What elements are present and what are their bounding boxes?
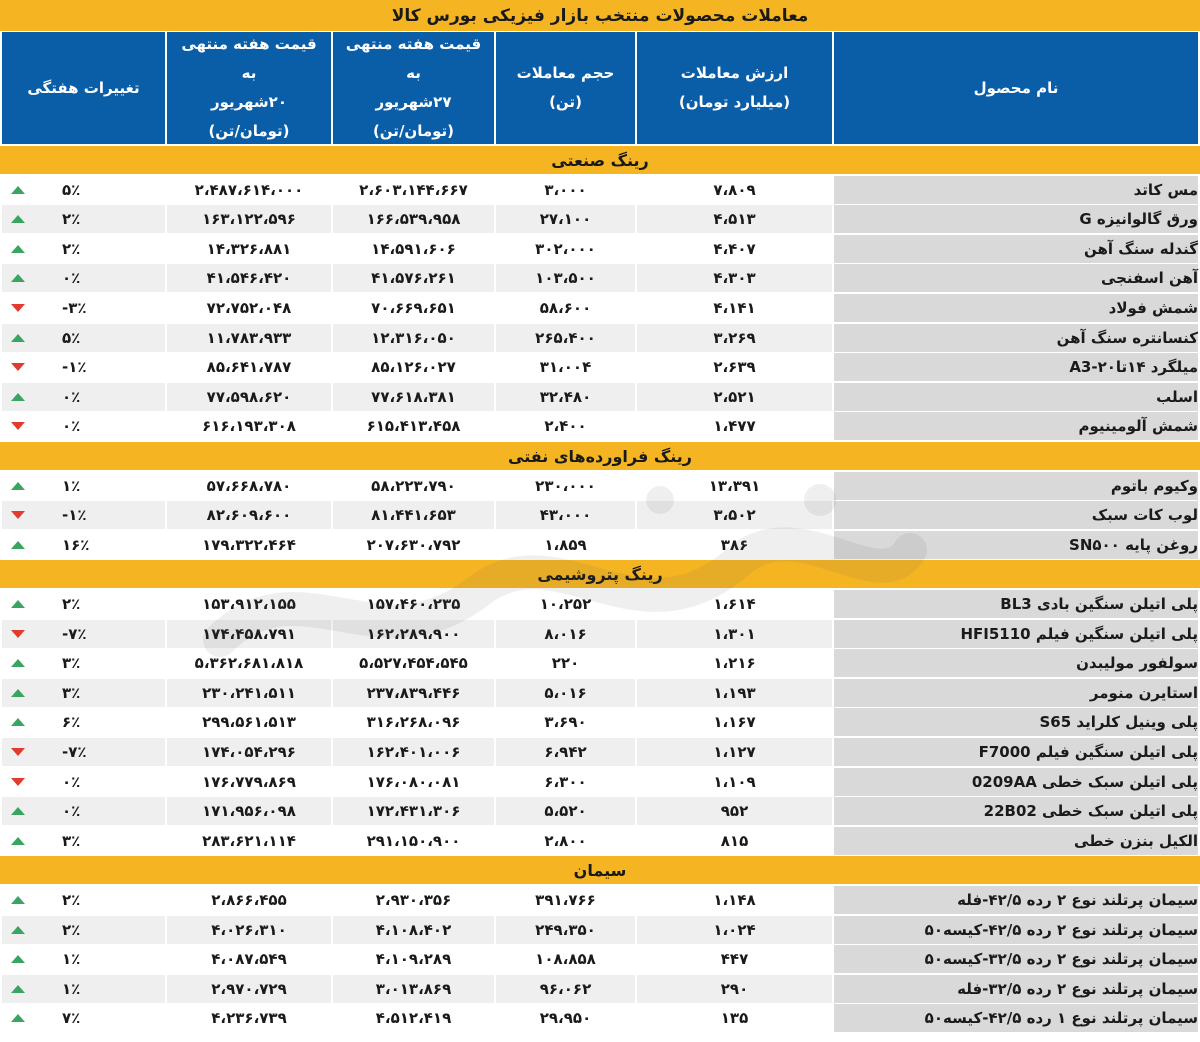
- change-value: -۷٪: [62, 743, 87, 761]
- triangle-up-icon: [11, 334, 25, 342]
- cell-volume: ۵،۵۲۰: [496, 797, 635, 825]
- cell-volume: ۳۱،۰۰۴: [496, 353, 635, 381]
- cell-value: ۱،۶۱۴: [637, 590, 832, 618]
- cell-price-20: ۴،۰۲۶،۳۱۰: [167, 916, 331, 944]
- cell-price-20: ۵،۳۶۲،۶۸۱،۸۱۸: [167, 649, 331, 677]
- change-value: ۷٪: [62, 1009, 81, 1028]
- cell-change: [2, 324, 165, 352]
- table-row: [0, 738, 1200, 766]
- cell-product-name: اسلب: [834, 383, 1198, 411]
- cell-volume: ۶،۹۴۲: [496, 738, 635, 766]
- change-value: ۵٪: [62, 180, 81, 199]
- change-value: ۱٪: [62, 950, 81, 969]
- cell-value: ۱،۲۱۶: [637, 649, 832, 677]
- triangle-up-icon: [11, 689, 25, 697]
- cell-price-20: ۵۷،۶۶۸،۷۸۰: [167, 472, 331, 500]
- change-value: ۳٪: [62, 831, 81, 850]
- cell-product-name: پلی اتیلن سنگین فیلم HFI5110: [834, 620, 1198, 648]
- table-row: [0, 472, 1200, 500]
- cell-product-name: آهن اسفنجی: [834, 264, 1198, 292]
- cell-change: [2, 205, 165, 233]
- cell-price-27: ۴،۱۰۹،۲۸۹: [333, 945, 494, 973]
- cell-price-27: ۵۸،۲۲۳،۷۹۰: [333, 472, 494, 500]
- cell-price-20: ۲،۴۸۷،۶۱۴،۰۰۰: [167, 176, 331, 204]
- change-value: ۲٪: [62, 210, 81, 229]
- change-value: ۵٪: [62, 328, 81, 347]
- triangle-up-icon: [11, 926, 25, 934]
- cell-value: ۲،۶۳۹: [637, 353, 832, 381]
- triangle-up-icon: [11, 245, 25, 253]
- table-row: [0, 383, 1200, 411]
- change-value: ۲٪: [62, 891, 81, 909]
- cell-product-name: میلگرد ۱۴تا۲۰-A3: [834, 353, 1198, 381]
- table-row: [0, 916, 1200, 944]
- cell-price-27: ۳۱۶،۲۶۸،۰۹۶: [333, 708, 494, 736]
- cell-change: [2, 768, 165, 796]
- cell-value: ۱،۱۲۷: [637, 738, 832, 766]
- cell-volume: ۲۲۰: [496, 649, 635, 677]
- cell-change: [2, 738, 165, 766]
- table-row: [0, 679, 1200, 707]
- table-row: [0, 294, 1200, 322]
- cell-price-27: ۲،۹۳۰،۳۵۶: [333, 886, 494, 914]
- cell-price-20: ۱۷۱،۹۵۶،۰۹۸: [167, 797, 331, 825]
- cell-volume: ۶،۳۰۰: [496, 768, 635, 796]
- header-volume: حجم معاملات (تن): [496, 32, 635, 144]
- cell-product-name: گندله سنگ آهن: [834, 235, 1198, 263]
- triangle-up-icon: [11, 718, 25, 726]
- cell-price-27: ۲۹۱،۱۵۰،۹۰۰: [333, 827, 494, 855]
- cell-volume: ۲۷،۱۰۰: [496, 205, 635, 233]
- cell-product-name: پلی اتیلن سنگین بادی BL3: [834, 590, 1198, 618]
- header-change: تغییرات هفتگی: [2, 32, 165, 144]
- cell-volume: ۳۹۱،۷۶۶: [496, 886, 635, 914]
- triangle-up-icon: [11, 837, 25, 845]
- cell-value: ۲۹۰: [637, 975, 832, 1003]
- cell-price-20: ۸۵،۶۴۱،۷۸۷: [167, 353, 331, 381]
- cell-value: ۳،۲۶۹: [637, 324, 832, 352]
- cell-product-name: سیمان پرتلند نوع ۲ رده ۴۲/۵-کیسه۵۰: [834, 916, 1198, 944]
- cell-change: [2, 383, 165, 411]
- change-value: ۲٪: [62, 920, 81, 939]
- triangle-down-icon: [11, 748, 25, 756]
- header-price-20: قیمت هفته منتهی به ۲۰شهریور (تومان/تن): [167, 32, 331, 144]
- cell-price-27: ۸۵،۱۲۶،۰۲۷: [333, 353, 494, 381]
- change-value: ۰٪: [62, 772, 81, 791]
- table-row: [0, 590, 1200, 618]
- cell-product-name: کنسانتره سنگ آهن: [834, 324, 1198, 352]
- cell-volume: ۳۰۲،۰۰۰: [496, 235, 635, 263]
- cell-volume: ۲،۴۰۰: [496, 412, 635, 440]
- table-row: [0, 708, 1200, 736]
- change-value: -۱٪: [62, 358, 87, 377]
- cell-price-20: ۱۷۶،۷۷۹،۸۶۹: [167, 768, 331, 796]
- cell-value: ۹۵۲: [637, 797, 832, 825]
- cell-price-27: ۱۲،۳۱۶،۰۵۰: [333, 324, 494, 352]
- triangle-down-icon: [11, 778, 25, 786]
- cell-volume: ۵،۰۱۶: [496, 679, 635, 707]
- cell-product-name: شمش فولاد: [834, 294, 1198, 322]
- cell-price-20: ۲۳۰،۲۴۱،۵۱۱: [167, 679, 331, 707]
- cell-value: ۱،۳۰۱: [637, 620, 832, 648]
- table-row: [0, 620, 1200, 648]
- cell-value: ۱،۱۹۳: [637, 679, 832, 707]
- table-row: [0, 886, 1200, 914]
- triangle-up-icon: [11, 482, 25, 490]
- cell-volume: ۹۶،۰۶۲: [496, 975, 635, 1003]
- cell-volume: ۴۳،۰۰۰: [496, 501, 635, 529]
- cell-price-27: ۲،۶۰۳،۱۴۴،۶۶۷: [333, 176, 494, 204]
- cell-change: [2, 531, 165, 559]
- change-value: -۳٪: [62, 299, 87, 317]
- cell-product-name: الکیل بنزن خطی: [834, 827, 1198, 855]
- cell-product-name: شمش آلومینیوم: [834, 412, 1198, 440]
- cell-price-27: ۸۱،۴۴۱،۶۵۳: [333, 501, 494, 529]
- cell-volume: ۳،۶۹۰: [496, 708, 635, 736]
- table-row: [0, 501, 1200, 529]
- cell-price-27: ۲۳۷،۸۳۹،۴۴۶: [333, 679, 494, 707]
- triangle-down-icon: [11, 304, 25, 312]
- cell-price-27: ۵،۵۲۷،۴۵۴،۵۴۵: [333, 649, 494, 677]
- change-value: ۳٪: [62, 654, 81, 673]
- triangle-up-icon: [11, 186, 25, 194]
- change-value: ۱٪: [62, 979, 81, 998]
- table-row: [0, 768, 1200, 796]
- cell-change: [2, 708, 165, 736]
- cell-change: [2, 176, 165, 204]
- cell-change: [2, 1004, 165, 1032]
- change-value: ۲٪: [62, 239, 81, 258]
- cell-change: [2, 679, 165, 707]
- cell-price-27: ۴۱،۵۷۶،۲۶۱: [333, 264, 494, 292]
- cell-price-27: ۱۵۷،۴۶۰،۲۳۵: [333, 590, 494, 618]
- cell-price-20: ۲۹۹،۵۶۱،۵۱۳: [167, 708, 331, 736]
- cell-volume: ۱۰۸،۸۵۸: [496, 945, 635, 973]
- change-value: -۱٪: [62, 506, 87, 525]
- triangle-up-icon: [11, 985, 25, 993]
- section-title: رینگ صنعتی: [0, 146, 1200, 174]
- table-row: [0, 975, 1200, 1003]
- triangle-up-icon: [11, 541, 25, 549]
- table-row: [0, 531, 1200, 559]
- cell-price-20: ۱۵۳،۹۱۲،۱۵۵: [167, 590, 331, 618]
- cell-price-20: ۲۸۳،۶۲۱،۱۱۴: [167, 827, 331, 855]
- cell-volume: ۳،۰۰۰: [496, 176, 635, 204]
- cell-price-20: ۷۲،۷۵۲،۰۴۸: [167, 294, 331, 322]
- cell-value: ۱۳۵: [637, 1004, 832, 1032]
- change-value: ۶٪: [62, 713, 81, 732]
- table-title: معاملات محصولات منتخب بازار فیزیکی بورس کالا: [0, 0, 1200, 31]
- header-value: ارزش معاملات (میلیارد تومان): [637, 32, 832, 144]
- table-row: [0, 264, 1200, 292]
- triangle-up-icon: [11, 274, 25, 282]
- cell-value: ۳۸۶: [637, 531, 832, 559]
- triangle-down-icon: [11, 422, 25, 430]
- section-title: رینگ فراورده‌های نفتی: [0, 442, 1200, 470]
- cell-change: [2, 264, 165, 292]
- cell-value: ۴،۳۰۳: [637, 264, 832, 292]
- cell-product-name: سولفور مولیبدن: [834, 649, 1198, 677]
- cell-value: ۴،۱۴۱: [637, 294, 832, 322]
- cell-product-name: پلی اتیلن سبک خطی 0209AA: [834, 768, 1198, 796]
- cell-value: ۱۳،۳۹۱: [637, 472, 832, 500]
- cell-price-20: ۴،۰۸۷،۵۴۹: [167, 945, 331, 973]
- cell-price-20: ۱۷۴،۰۵۴،۲۹۶: [167, 738, 331, 766]
- cell-price-27: ۳،۰۱۳،۸۶۹: [333, 975, 494, 1003]
- cell-product-name: ورق گالوانیزه G: [834, 205, 1198, 233]
- cell-change: [2, 797, 165, 825]
- cell-price-20: ۱۷۴،۴۵۸،۷۹۱: [167, 620, 331, 648]
- cell-value: ۱،۱۴۸: [637, 886, 832, 914]
- cell-change: [2, 353, 165, 381]
- cell-price-20: ۷۷،۵۹۸،۶۲۰: [167, 383, 331, 411]
- triangle-up-icon: [11, 600, 25, 608]
- change-value: ۳٪: [62, 683, 81, 702]
- cell-product-name: سیمان پرتلند نوع ۲ رده ۴۲/۵-فله: [834, 886, 1198, 914]
- triangle-up-icon: [11, 1014, 25, 1022]
- table-row: [0, 176, 1200, 204]
- cell-value: ۲،۵۲۱: [637, 383, 832, 411]
- table-row: [0, 1004, 1200, 1032]
- cell-volume: ۲۶۵،۴۰۰: [496, 324, 635, 352]
- change-value: ۱٪: [62, 476, 81, 495]
- table-row: [0, 649, 1200, 677]
- cell-volume: ۱۰،۲۵۲: [496, 590, 635, 618]
- cell-price-27: ۲۰۷،۶۳۰،۷۹۲: [333, 531, 494, 559]
- cell-price-20: ۲،۹۷۰،۷۲۹: [167, 975, 331, 1003]
- table-row: [0, 353, 1200, 381]
- cell-price-20: ۱۶۳،۱۲۲،۵۹۶: [167, 205, 331, 233]
- cell-value: ۳،۵۰۲: [637, 501, 832, 529]
- cell-price-20: ۴،۲۳۶،۷۳۹: [167, 1004, 331, 1032]
- table-row: [0, 324, 1200, 352]
- triangle-down-icon: [11, 363, 25, 371]
- cell-change: [2, 590, 165, 618]
- change-value: ۱۶٪: [62, 535, 90, 554]
- change-value: ۰٪: [62, 417, 81, 436]
- table-row: [0, 945, 1200, 973]
- cell-change: [2, 945, 165, 973]
- cell-product-name: پلی اتیلن سنگین فیلم F7000: [834, 738, 1198, 766]
- cell-price-20: ۱۴،۳۲۶،۸۸۱: [167, 235, 331, 263]
- cell-volume: ۱،۸۵۹: [496, 531, 635, 559]
- cell-value: ۸۱۵: [637, 827, 832, 855]
- cell-price-27: ۱۴،۵۹۱،۶۰۶: [333, 235, 494, 263]
- triangle-up-icon: [11, 393, 25, 401]
- cell-value: ۴۴۷: [637, 945, 832, 973]
- cell-product-name: سیمان پرتلند نوع ۱ رده ۴۲/۵-کیسه۵۰: [834, 1004, 1198, 1032]
- cell-price-27: ۷۷،۶۱۸،۳۸۱: [333, 383, 494, 411]
- cell-change: [2, 501, 165, 529]
- cell-value: ۴،۴۰۷: [637, 235, 832, 263]
- cell-price-27: ۱۶۲،۲۸۹،۹۰۰: [333, 620, 494, 648]
- change-value: ۲٪: [62, 595, 81, 613]
- table-row: [0, 797, 1200, 825]
- cell-price-27: ۱۶۶،۵۳۹،۹۵۸: [333, 205, 494, 233]
- cell-product-name: سیمان پرتلند نوع ۲ رده ۳۲/۵-کیسه۵۰: [834, 945, 1198, 973]
- cell-value: ۱،۱۰۹: [637, 768, 832, 796]
- cell-price-20: ۲،۸۶۶،۴۵۵: [167, 886, 331, 914]
- table-header: [0, 32, 1200, 144]
- cell-volume: ۸،۰۱۶: [496, 620, 635, 648]
- cell-change: [2, 412, 165, 440]
- triangle-down-icon: [11, 630, 25, 638]
- section-title: سیمان: [0, 856, 1200, 884]
- cell-product-name: مس کاتد: [834, 176, 1198, 204]
- cell-volume: ۲،۸۰۰: [496, 827, 635, 855]
- cell-change: [2, 886, 165, 914]
- table-row: [0, 235, 1200, 263]
- cell-price-27: ۱۷۶،۰۸۰،۰۸۱: [333, 768, 494, 796]
- table-row: [0, 412, 1200, 440]
- change-value: -۷٪: [62, 624, 87, 643]
- cell-change: [2, 975, 165, 1003]
- triangle-up-icon: [11, 659, 25, 667]
- cell-product-name: وکیوم باتوم: [834, 472, 1198, 500]
- cell-value: ۴،۵۱۳: [637, 205, 832, 233]
- header-name: نام محصول: [834, 32, 1198, 144]
- cell-volume: ۳۲،۴۸۰: [496, 383, 635, 411]
- cell-product-name: استایرن منومر: [834, 679, 1198, 707]
- cell-value: ۱،۰۲۴: [637, 916, 832, 944]
- cell-change: [2, 649, 165, 677]
- cell-price-27: ۱۶۲،۴۰۱،۰۰۶: [333, 738, 494, 766]
- table-row: [0, 827, 1200, 855]
- cell-volume: ۲۹،۹۵۰: [496, 1004, 635, 1032]
- cell-price-20: ۶۱۶،۱۹۳،۳۰۸: [167, 412, 331, 440]
- cell-change: [2, 235, 165, 263]
- cell-product-name: پلی اتیلن سبک خطی 22B02: [834, 797, 1198, 825]
- change-value: ۰٪: [62, 269, 81, 288]
- cell-volume: ۲۴۹،۳۵۰: [496, 916, 635, 944]
- triangle-up-icon: [11, 955, 25, 963]
- cell-price-27: ۴،۱۰۸،۴۰۲: [333, 916, 494, 944]
- cell-change: [2, 294, 165, 322]
- triangle-up-icon: [11, 896, 25, 904]
- section-title: رینگ پتروشیمی: [0, 560, 1200, 588]
- cell-change: [2, 620, 165, 648]
- cell-price-27: ۴،۵۱۲،۴۱۹: [333, 1004, 494, 1032]
- cell-price-27: ۱۷۲،۴۳۱،۳۰۶: [333, 797, 494, 825]
- table-row: [0, 205, 1200, 233]
- cell-product-name: لوب کات سبک: [834, 501, 1198, 529]
- cell-volume: ۱۰۳،۵۰۰: [496, 264, 635, 292]
- cell-value: ۱،۱۶۷: [637, 708, 832, 736]
- cell-value: ۷،۸۰۹: [637, 176, 832, 204]
- triangle-up-icon: [11, 215, 25, 223]
- change-value: ۰٪: [62, 387, 81, 406]
- cell-volume: ۵۸،۶۰۰: [496, 294, 635, 322]
- cell-change: [2, 916, 165, 944]
- cell-change: [2, 827, 165, 855]
- change-value: ۰٪: [62, 802, 81, 821]
- cell-price-20: ۱۱،۷۸۳،۹۳۳: [167, 324, 331, 352]
- cell-price-20: ۴۱،۵۴۶،۴۲۰: [167, 264, 331, 292]
- cell-volume: ۲۳۰،۰۰۰: [496, 472, 635, 500]
- cell-product-name: سیمان پرتلند نوع ۲ رده ۳۲/۵-فله: [834, 975, 1198, 1003]
- cell-change: [2, 472, 165, 500]
- header-price-27: قیمت هفته منتهی به ۲۷شهریور (تومان/تن): [333, 32, 494, 144]
- cell-price-27: ۷۰،۶۶۹،۶۵۱: [333, 294, 494, 322]
- triangle-up-icon: [11, 807, 25, 815]
- cell-product-name: پلی وینیل کلراید S65: [834, 708, 1198, 736]
- cell-value: ۱،۴۷۷: [637, 412, 832, 440]
- cell-product-name: روغن پایه SN۵۰۰: [834, 531, 1198, 559]
- triangle-down-icon: [11, 511, 25, 519]
- cell-price-27: ۶۱۵،۴۱۳،۴۵۸: [333, 412, 494, 440]
- cell-price-20: ۱۷۹،۳۲۲،۴۶۴: [167, 531, 331, 559]
- cell-price-20: ۸۲،۶۰۹،۶۰۰: [167, 501, 331, 529]
